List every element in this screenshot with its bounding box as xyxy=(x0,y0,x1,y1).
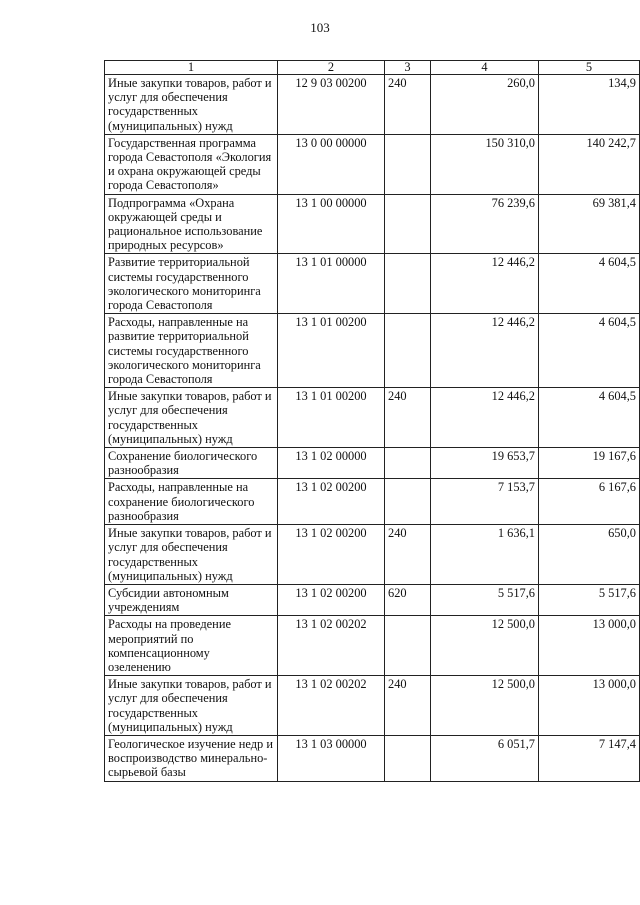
row-name-cell: Сохранение биологического разнообразия xyxy=(105,448,278,479)
row-value-2-cell: 650,0 xyxy=(539,525,640,585)
row-code-cell: 13 1 02 00202 xyxy=(278,676,385,736)
row-code-cell: 12 9 03 00200 xyxy=(278,75,385,135)
row-name-cell: Субсидии автономным учреждениям xyxy=(105,584,278,615)
budget-table-body xyxy=(105,61,640,782)
row-value-2-cell: 4 604,5 xyxy=(539,388,640,448)
table-header-row xyxy=(105,61,640,75)
table-row xyxy=(105,479,640,525)
row-value-2-cell: 134,9 xyxy=(539,75,640,135)
table-row xyxy=(105,75,640,135)
row-code-cell: 13 1 03 00000 xyxy=(278,735,385,781)
row-type-cell xyxy=(385,194,431,254)
table-row xyxy=(105,314,640,388)
row-name-cell: Расходы, направленные на развитие территориальной системы государственного экологического мониторинга города Севастополя xyxy=(105,314,278,388)
row-value-2-cell: 140 242,7 xyxy=(539,134,640,194)
row-value-1-cell: 150 310,0 xyxy=(431,134,539,194)
row-type-cell: 240 xyxy=(385,75,431,135)
row-value-2-cell: 13 000,0 xyxy=(539,676,640,736)
row-name-cell: Иные закупки товаров, работ и услуг для обеспечения государственных (муниципальных) нужд xyxy=(105,525,278,585)
table-row xyxy=(105,676,640,736)
row-name-cell: Развитие территориальной системы государственного экологического мониторинга города Севастополя xyxy=(105,254,278,314)
table-row xyxy=(105,525,640,585)
row-value-1-cell: 12 500,0 xyxy=(431,676,539,736)
row-value-1-cell: 19 653,7 xyxy=(431,448,539,479)
row-value-2-cell: 7 147,4 xyxy=(539,735,640,781)
row-code-cell: 13 1 01 00000 xyxy=(278,254,385,314)
row-type-cell xyxy=(385,134,431,194)
row-value-2-cell: 4 604,5 xyxy=(539,254,640,314)
row-value-2-cell: 13 000,0 xyxy=(539,616,640,676)
row-code-cell: 13 1 01 00200 xyxy=(278,314,385,388)
row-code-cell: 13 1 02 00000 xyxy=(278,448,385,479)
row-type-cell: 240 xyxy=(385,388,431,448)
row-name-cell: Иные закупки товаров, работ и услуг для обеспечения государственных (муниципальных) нужд xyxy=(105,676,278,736)
column-header: 5 xyxy=(539,61,640,75)
table-row xyxy=(105,134,640,194)
row-name-cell: Иные закупки товаров, работ и услуг для обеспечения государственных (муниципальных) нужд xyxy=(105,388,278,448)
row-type-cell: 620 xyxy=(385,584,431,615)
table-row xyxy=(105,735,640,781)
table-row xyxy=(105,194,640,254)
table-row xyxy=(105,584,640,615)
row-value-1-cell: 6 051,7 xyxy=(431,735,539,781)
row-type-cell xyxy=(385,735,431,781)
table-row xyxy=(105,616,640,676)
row-name-cell: Подпрограмма «Охрана окружающей среды и рациональное использование природных ресурсов» xyxy=(105,194,278,254)
row-code-cell: 13 1 02 00200 xyxy=(278,525,385,585)
row-value-1-cell: 260,0 xyxy=(431,75,539,135)
table-row xyxy=(105,388,640,448)
row-code-cell: 13 1 02 00200 xyxy=(278,584,385,615)
row-value-1-cell: 5 517,6 xyxy=(431,584,539,615)
row-value-2-cell: 6 167,6 xyxy=(539,479,640,525)
row-name-cell: Иные закупки товаров, работ и услуг для обеспечения государственных (муниципальных) нужд xyxy=(105,75,278,135)
row-name-cell: Геологическое изучение недр и воспроизводство минерально-сырьевой базы xyxy=(105,735,278,781)
row-type-cell: 240 xyxy=(385,676,431,736)
column-header: 2 xyxy=(278,61,385,75)
row-value-1-cell: 7 153,7 xyxy=(431,479,539,525)
row-value-1-cell: 12 446,2 xyxy=(431,314,539,388)
row-code-cell: 13 1 02 00200 xyxy=(278,479,385,525)
row-value-2-cell: 19 167,6 xyxy=(539,448,640,479)
column-header: 1 xyxy=(105,61,278,75)
table-row xyxy=(105,448,640,479)
row-value-1-cell: 12 446,2 xyxy=(431,254,539,314)
row-value-1-cell: 12 446,2 xyxy=(431,388,539,448)
row-type-cell xyxy=(385,314,431,388)
page-number: 103 xyxy=(310,20,330,35)
row-code-cell: 13 1 01 00200 xyxy=(278,388,385,448)
row-value-1-cell: 1 636,1 xyxy=(431,525,539,585)
row-type-cell xyxy=(385,616,431,676)
row-name-cell: Государственная программа города Севастополя «Экология и охрана окружающей среды города Севастополя» xyxy=(105,134,278,194)
column-header: 4 xyxy=(431,61,539,75)
row-type-cell: 240 xyxy=(385,525,431,585)
row-value-2-cell: 69 381,4 xyxy=(539,194,640,254)
row-name-cell: Расходы, направленные на сохранение биологического разнообразия xyxy=(105,479,278,525)
row-code-cell: 13 1 02 00202 xyxy=(278,616,385,676)
row-value-2-cell: 4 604,5 xyxy=(539,314,640,388)
row-code-cell: 13 1 00 00000 xyxy=(278,194,385,254)
row-value-1-cell: 12 500,0 xyxy=(431,616,539,676)
row-value-2-cell: 5 517,6 xyxy=(539,584,640,615)
column-header: 3 xyxy=(385,61,431,75)
budget-table xyxy=(104,60,640,782)
row-name-cell: Расходы на проведение мероприятий по компенсационному озеленению xyxy=(105,616,278,676)
row-type-cell xyxy=(385,448,431,479)
table-row xyxy=(105,254,640,314)
row-type-cell xyxy=(385,479,431,525)
row-type-cell xyxy=(385,254,431,314)
row-value-1-cell: 76 239,6 xyxy=(431,194,539,254)
row-code-cell: 13 0 00 00000 xyxy=(278,134,385,194)
